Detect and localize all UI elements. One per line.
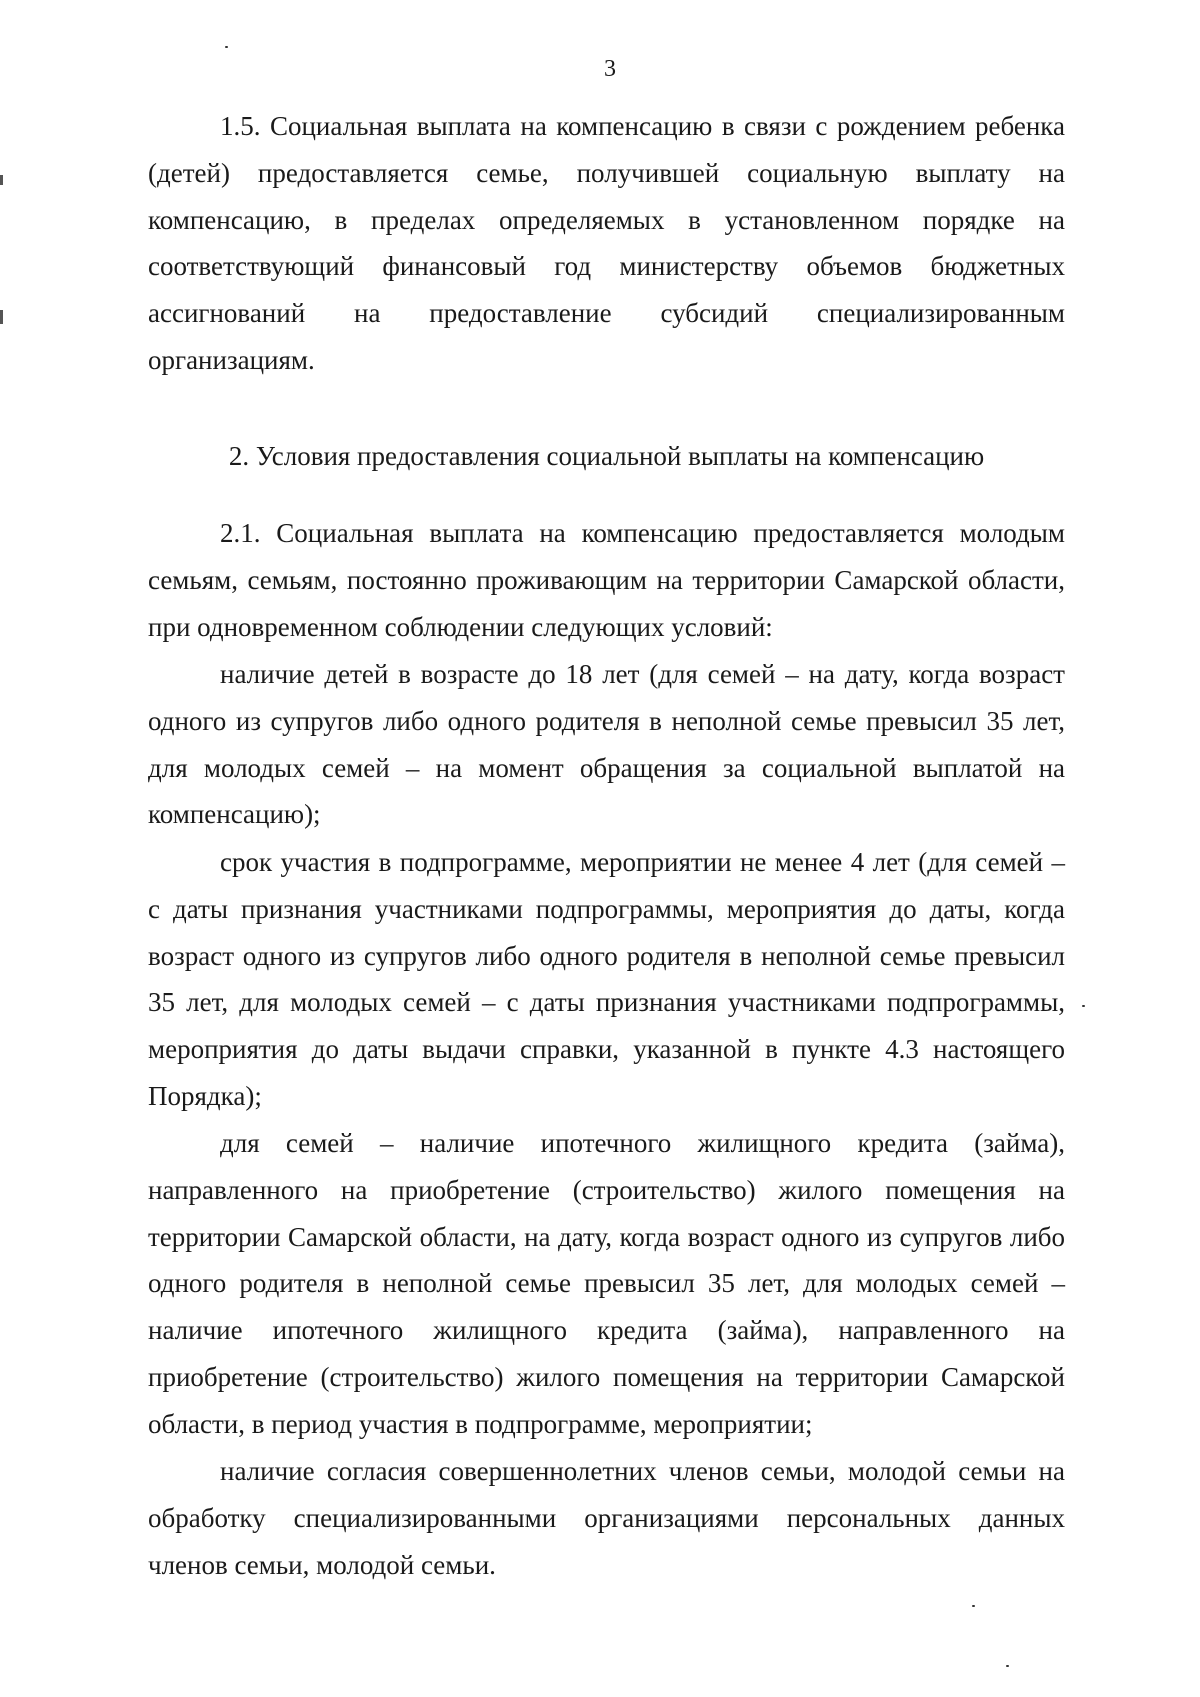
scan-edge-mark xyxy=(0,175,3,185)
condition-participation-term: срок участия в подпрограмме, мероприятии не менее 4 лет (для семей – с даты признания участниками подпрограммы, мероприятия до даты, когда возраст одного из супругов либо одного родителя в неполной семье превысил 35 лет, для молодых семей – с даты признания участниками подпрограммы, мероприятия до даты выдачи справки, указанной в пункте 4.3 настоящего Порядка); xyxy=(148,847,1065,1111)
paragraph-1-5: 1.5. Социальная выплата на компенсацию в связи с рождением ребенка (детей) предоставляется семье, получившей социальную выплату на компенсацию, в пределах определяемых в установленном порядке на соответствующий финансовый год министерству объемов бюджетных ассигнований на предоставление субсидий специализированным организациям. xyxy=(148,111,1065,375)
condition-consent: наличие согласия совершеннолетних членов семьи, молодой семьи на обработку специализированными организациями персональных данных членов семьи, молодой семьи. xyxy=(148,1456,1065,1580)
section-2-heading: 2. Условия предоставления социальной выплаты на компенсацию xyxy=(228,441,985,471)
condition-mortgage: для семей – наличие ипотечного жилищного кредита (займа), направленного на приобретение (строительство) жилого помещения на территории Самарской области, на дату, когда возраст одного из супругов либо одного родителя в неполной семье превысил 35 лет, для молодых семей – наличие ипотечного жилищного кредита (займа), направленного на приобретение (строительство) жилого помещения на территории Самарской области, в период участия в подпрограмме, мероприятии; xyxy=(148,1128,1065,1439)
condition-children-age: наличие детей в возрасте до 18 лет (для семей – на дату, когда возраст одного из супругов либо одного родителя в неполной семье превысил 35 лет, для молодых семей – на момент обращения за социальной выплатой на компенсацию); xyxy=(148,659,1065,830)
paragraph-2-1: 2.1. Социальная выплата на компенсацию предоставляется молодым семьям, семьям, постоянно проживающим на территории Самарской области, при одновременном соблюдении следующих условий: xyxy=(148,518,1065,642)
scan-speck xyxy=(1082,1005,1085,1007)
page-number: 3 xyxy=(604,56,616,82)
scan-speck xyxy=(1006,1665,1009,1667)
scan-speck xyxy=(972,1605,975,1607)
scan-speck xyxy=(225,46,228,48)
scan-edge-mark xyxy=(0,310,3,324)
